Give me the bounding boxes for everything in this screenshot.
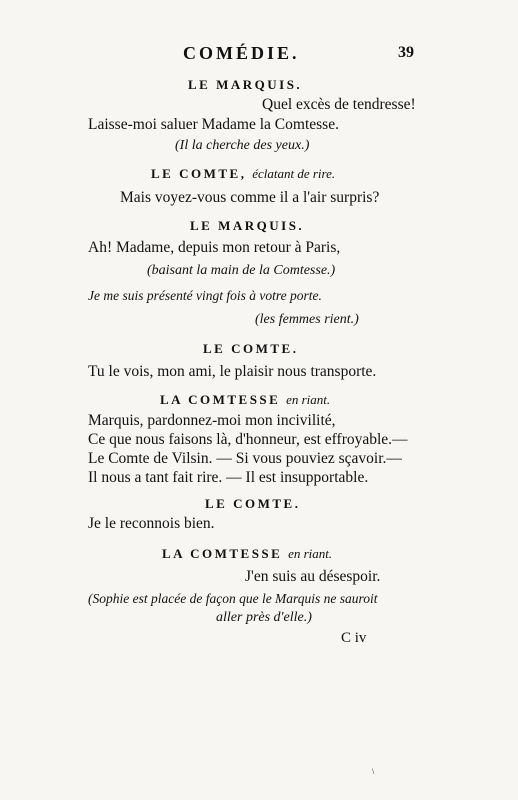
verse-line: Marquis, pardonnez-moi mon incivilité, <box>88 412 336 429</box>
verse-line: Ah! Madame, depuis mon retour à Paris, <box>88 239 341 256</box>
running-title: COMÉDIE. <box>183 43 300 63</box>
speaker-name: LA COMTESSE <box>162 546 283 561</box>
verse-line: Tu le vois, mon ami, le plaisir nous transporte. <box>88 363 377 380</box>
speaker-le-marquis: LE MARQUIS. <box>188 77 303 92</box>
speaker-name: LA COMTESSE <box>160 392 281 407</box>
speaker-le-comte: LE COMTE. <box>203 341 299 356</box>
stage-direction: (Il la cherche des yeux.) <box>175 138 310 153</box>
stage-direction: aller près d'elle.) <box>216 610 312 625</box>
verse-line: J'en suis au désespoir. <box>245 568 381 585</box>
speaker-note: éclatant de rire. <box>252 166 336 181</box>
stage-direction: (Sophie est placée de façon que le Marquis ne sauroit <box>88 591 378 606</box>
stage-direction: (baisant la main de la Comtesse.) <box>147 263 336 278</box>
stage-direction: (les femmes rient.) <box>255 312 359 327</box>
speaker-note: en riant. <box>286 392 331 407</box>
catchword-signature: C iv <box>341 630 367 646</box>
verse-line: Ce que nous faisons là, d'honneur, est effroyable.— <box>88 431 408 448</box>
speaker-la-comtesse <box>162 547 332 560</box>
speaker-le-comte: LE COMTE. <box>205 496 301 511</box>
stray-mark: \ <box>372 767 375 776</box>
verse-line: Laisse-moi saluer Madame la Comtesse. <box>88 116 339 133</box>
speaker-la-comtesse <box>160 393 330 406</box>
page-number: 39 <box>398 44 414 61</box>
verse-line: Je le reconnois bien. <box>88 515 215 532</box>
verse-line: Le Comte de Vilsin. — Si vous pouviez sçavoir.— <box>88 450 402 467</box>
verse-line: Mais voyez-vous comme il a l'air surpris? <box>120 189 380 206</box>
speaker-le-marquis: LE MARQUIS. <box>190 218 305 233</box>
speaker-note: en riant. <box>288 546 333 561</box>
verse-line: Quel excès de tendresse! <box>262 96 416 113</box>
verse-line: Il nous a tant fait rire. — Il est insupportable. <box>88 469 369 486</box>
speaker-name: LE COMTE, <box>151 166 247 181</box>
speaker-le-comte <box>151 167 335 180</box>
verse-line-italic: Je me suis présenté vingt fois à votre porte. <box>88 288 322 303</box>
